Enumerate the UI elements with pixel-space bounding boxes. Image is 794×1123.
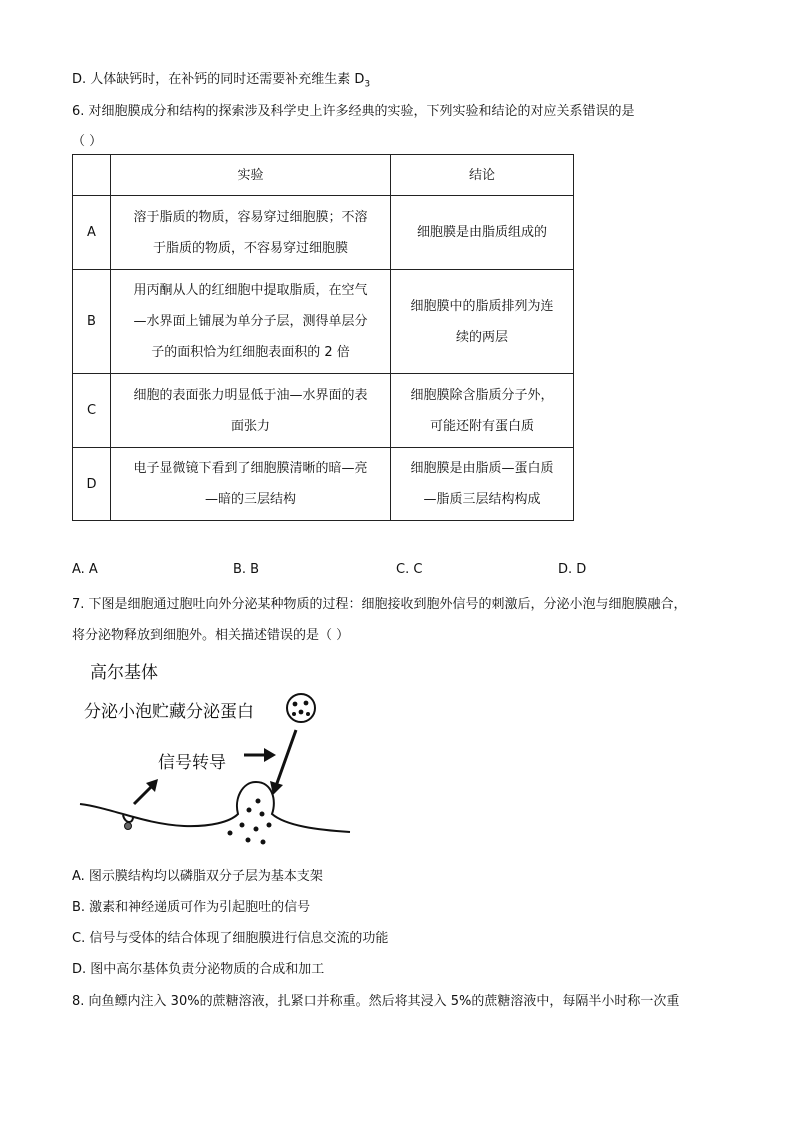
experiment-text: 电子显微镜下看到了细胞膜清晰的暗—亮: [133, 461, 368, 476]
signal-label: 信号转导: [158, 753, 226, 773]
q7-option-c[interactable]: C. 信号与受体的结合体现了细胞膜进行信息交流的功能: [72, 931, 389, 946]
exocytosis-figure: [72, 654, 362, 854]
conclusion-text: 细胞膜是由脂质组成的: [416, 225, 547, 240]
golgi-label: 高尔基体: [90, 663, 158, 683]
conclusion-text: 可能还附有蛋白质: [429, 418, 534, 434]
row-label: B: [73, 270, 111, 374]
subscript-3: 3: [364, 79, 371, 90]
secretory-vesicle-icon: [287, 694, 315, 722]
experiment-text: 子的面积恰为红细胞表面积的 2 倍: [151, 345, 350, 360]
table-row: [73, 196, 574, 270]
vesicle-label: 分泌小泡贮藏分泌蛋白: [84, 702, 254, 722]
experiment-text: 用丙酮从人的红细胞中提取脂质，在空气: [133, 283, 368, 298]
row-label: C: [73, 374, 111, 448]
table-header-row: [73, 155, 574, 196]
conclusion-text: 续的两层: [455, 329, 508, 345]
experiment-text: 面张力: [230, 418, 270, 434]
experiment-text: 细胞的表面张力明显低于油—水界面的表: [133, 387, 368, 403]
experiment-cell: [111, 448, 391, 521]
arrow-down-icon: [270, 730, 296, 795]
row-label: D: [73, 448, 111, 521]
conclusion-cell: [391, 196, 574, 270]
q6-choice-d[interactable]: D. D: [558, 562, 587, 577]
conclusion-cell: [391, 374, 574, 448]
secreted-particles-icon: [228, 799, 272, 845]
conclusion-cell: [391, 270, 574, 374]
q8-stem: 8. 向鱼鳔内注入 30%的蔗糖溶液，扎紧口并称重。然后将其浸入 5%的蔗糖溶液中，每隔半小时称一次重: [72, 994, 680, 1009]
row-label: A: [73, 196, 111, 270]
table-row: [73, 448, 574, 521]
conclusion-cell: [391, 448, 574, 521]
header-experiment: 实验: [111, 155, 391, 196]
q6-choice-a[interactable]: A. A: [72, 562, 98, 577]
q7-stem-cont: 将分泌物释放到细胞外。相关描述错误的是（ ）: [72, 628, 350, 643]
experiment-text: —水界面上铺展为单分子层，测得单层分: [133, 314, 368, 329]
arrow-up-icon: [134, 779, 158, 804]
conclusion-text: 细胞膜中的脂质排列为连: [410, 298, 554, 314]
table-row: [73, 270, 574, 374]
cell-membrane: [80, 782, 350, 832]
conclusion-text: 细胞膜是由脂质—蛋白质: [410, 461, 554, 476]
header-conclusion: 结论: [391, 155, 574, 196]
experiment-text: 于脂质的物质，不容易穿过细胞膜: [152, 240, 348, 256]
table-row: [73, 374, 574, 448]
q6-stem-blank: （ ）: [72, 134, 103, 149]
experiment-text: —暗的三层结构: [204, 492, 296, 507]
q6-choice-b[interactable]: B. B: [233, 562, 260, 577]
q7-option-d[interactable]: D. 图中高尔基体负责分泌物质的合成和加工: [72, 962, 325, 977]
experiment-table: [72, 154, 574, 521]
arrow-right-icon: [244, 748, 276, 762]
q5-option-d: D. 人体缺钙时，在补钙的同时还需要补充维生素 $D_3$: [72, 72, 371, 90]
experiment-cell: [111, 270, 391, 374]
q7-stem: 7. 下图是细胞通过胞吐向外分泌某种物质的过程：细胞接收到胞外信号的刺激后，分泌小泡与细胞膜融合，: [72, 597, 687, 612]
q6-choice-c[interactable]: C. C: [396, 562, 423, 577]
conclusion-text: —脂质三层结构构成: [423, 492, 541, 507]
experiment-text: 溶于脂质的物质，容易穿过细胞膜；不溶: [133, 209, 368, 225]
q7-option-b[interactable]: B. 激素和神经递质可作为引起胞吐的信号: [72, 900, 311, 915]
experiment-cell: [111, 196, 391, 270]
experiment-cell: [111, 374, 391, 448]
conclusion-text: 细胞膜除含脂质分子外，: [410, 387, 554, 403]
q6-stem: 6. 对细胞膜成分和结构的探索涉及科学史上许多经典的实验，下列实验和结论的对应关系错误的是: [72, 104, 635, 119]
table-corner-cell: [73, 155, 111, 196]
q7-option-a[interactable]: A. 图示膜结构均以磷脂双分子层为基本支架: [72, 869, 323, 884]
